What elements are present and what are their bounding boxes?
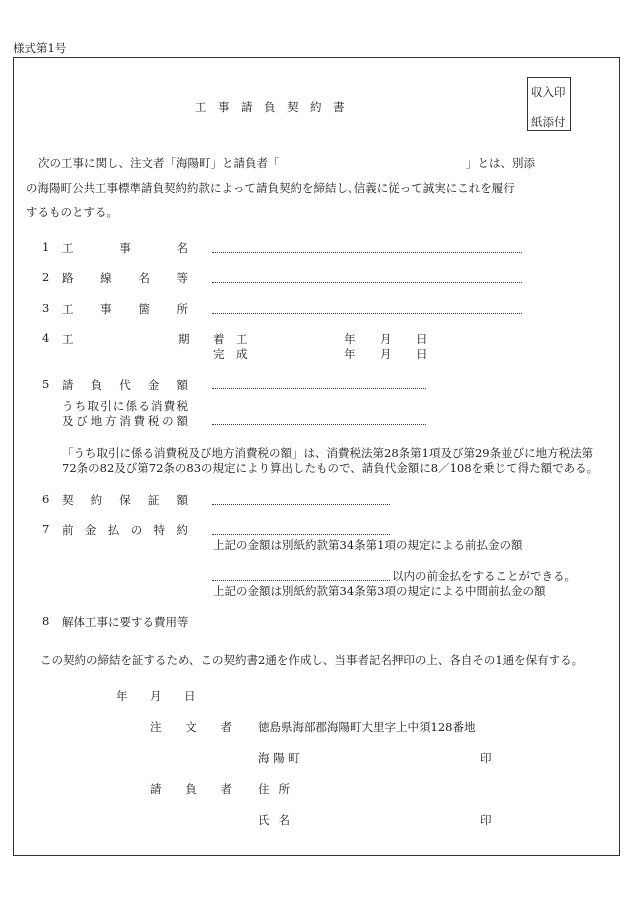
item6-number: 6 [42, 492, 50, 506]
orderer-name: 海 陽 町 [258, 751, 300, 765]
item7-label: 前金払の特約 [62, 523, 188, 537]
item4-end-year: 年 [344, 347, 356, 361]
item5-number: 5 [42, 377, 50, 391]
item7-line3: 上記の金額は別紙約款第34条第3項の規定による中間前払金の額 [213, 584, 546, 598]
item5-amount-field [212, 388, 426, 389]
date-month: 月 [150, 689, 162, 703]
item5-sub-label1: うち取引に係る消費税 [62, 399, 188, 413]
item7-advance-field [212, 534, 390, 535]
item5-tax-field [212, 424, 426, 425]
item6-field [212, 504, 390, 505]
item4-start-year: 年 [344, 332, 356, 346]
item4-label-a: 工 [62, 332, 74, 346]
item2-number: 2 [42, 270, 50, 284]
stamp-label-line1: 収入印 [531, 85, 566, 99]
item4-label-b: 期 [178, 332, 190, 346]
item5-note-line2: 72条の82及び第72条の83の規定により算出したもので、請負代金額に8／108を乗じて得た額である。 [62, 461, 599, 475]
item7-number: 7 [42, 522, 50, 536]
item2-field [212, 282, 522, 283]
revenue-stamp-box [527, 77, 571, 131]
item5-sub-label2: 及び地方消費税の額 [62, 414, 188, 428]
orderer-seal: 印 [480, 751, 492, 765]
item8-number: 8 [42, 614, 50, 628]
contractor-seal: 印 [480, 813, 492, 827]
item7-interim-field [212, 580, 390, 581]
item4-end-label: 完 成 [213, 347, 248, 361]
orderer-address: 徳島県海部郡海陽町大里字上中須128番地 [258, 720, 476, 734]
item8-label: 解体工事に要する費用等 [62, 615, 189, 629]
item2-label: 路線名等 [62, 271, 188, 285]
closing-statement: この契約の締結を証するため、この契約書2通を作成し、当事者記名押印の上、各自その1通を保有する。 [40, 653, 584, 667]
item7-line2: 以内の前金払をすることができる。 [392, 569, 576, 583]
item5-note-line1: 「うち取引に係る消費税及び地方消費税の額」は、消費税法第28条第1項及び第29条並びに地方税法第 [62, 446, 594, 460]
item4-end-day: 日 [416, 347, 428, 361]
item1-label: 工事名 [62, 241, 188, 255]
item4-end-month: 月 [380, 347, 392, 361]
item6-label: 契約保証額 [62, 493, 188, 507]
item1-field [212, 252, 522, 253]
stamp-label-line2: 紙添付 [531, 115, 566, 129]
date-year: 年 [116, 689, 128, 703]
document-title: 工 事 請 負 契 約 書 [195, 100, 345, 114]
orderer-label: 注文者 [150, 720, 232, 734]
item3-field [212, 313, 522, 314]
contractor-label: 請負者 [150, 782, 232, 796]
intro-line3: するものとする。 [26, 205, 118, 219]
date-day: 日 [184, 689, 196, 703]
contractor-name-label: 氏名 [258, 813, 290, 827]
item7-line1: 上記の金額は別紙約款第34条第1項の規定による前払金の額 [213, 538, 523, 552]
item4-start-day: 日 [416, 332, 428, 346]
form-number: 様式第1号 [13, 41, 67, 55]
intro-line2: の海陽町公共工事標準請負契約約款によって請負契約を締結し､信義に従って誠実にこれを履行 [26, 181, 515, 195]
contractor-address-label: 住所 [258, 782, 290, 796]
item1-number: 1 [42, 240, 50, 254]
item3-label: 工事箇所 [62, 302, 188, 316]
item5-label: 請負代金額 [62, 378, 188, 392]
item4-start-month: 月 [380, 332, 392, 346]
intro-line1-a: 次の工事に関し、注文者「海陽町」と請負者「 [38, 156, 280, 170]
item4-number: 4 [42, 331, 50, 345]
item3-number: 3 [42, 301, 50, 315]
item4-start-label: 着 工 [213, 332, 248, 346]
intro-line1-b: 」とは、別添 [466, 156, 535, 170]
